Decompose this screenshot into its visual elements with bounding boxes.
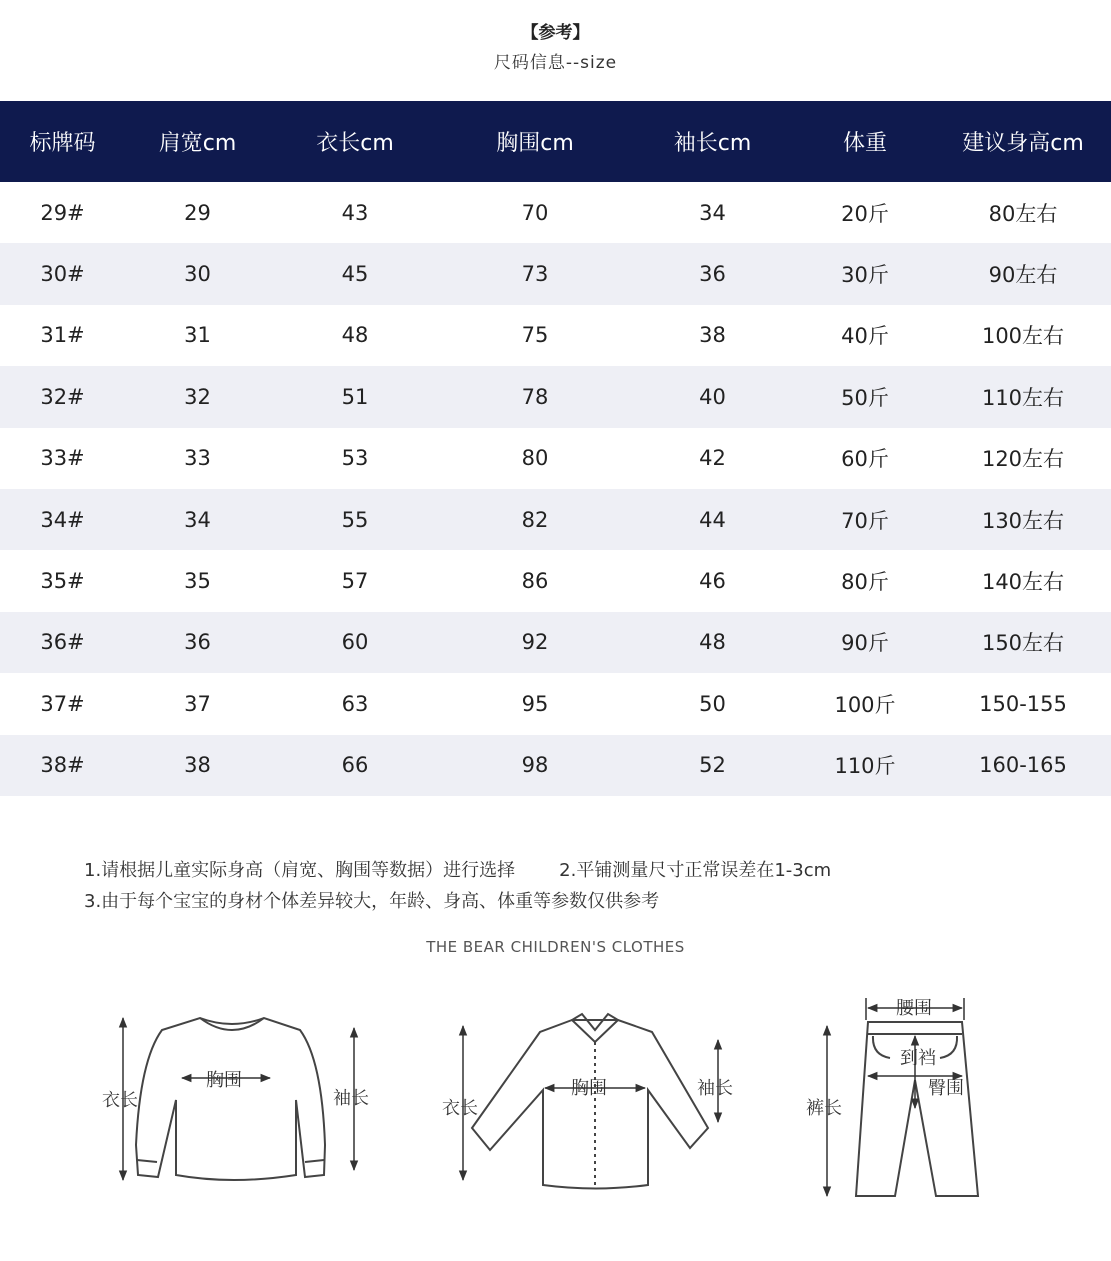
column-header-weight: 体重 — [795, 101, 935, 182]
table-cell: 78 — [440, 366, 630, 427]
table-cell: 73 — [440, 243, 630, 304]
sweater-chest-label: 胸围 — [206, 1070, 242, 1091]
shirt-outline — [472, 1020, 708, 1189]
shirt-sleeve-label: 袖长 — [697, 1078, 733, 1099]
shirt-length-label: 衣长 — [442, 1098, 478, 1119]
table-cell: 60斤 — [795, 428, 935, 489]
table-cell: 57 — [270, 550, 440, 611]
column-header-shoulder: 肩宽cm — [125, 101, 270, 182]
table-cell: 50斤 — [795, 366, 935, 427]
table-row — [0, 366, 1111, 427]
table-cell: 30# — [0, 243, 125, 304]
table-cell: 38# — [0, 735, 125, 796]
table-cell: 30 — [125, 243, 270, 304]
table-cell: 63 — [270, 673, 440, 734]
table-cell: 70 — [440, 182, 630, 243]
table-cell: 110左右 — [935, 366, 1111, 427]
table-cell: 160-165 — [935, 735, 1111, 796]
table-row — [0, 489, 1111, 550]
table-cell: 29 — [125, 182, 270, 243]
table-cell: 30斤 — [795, 243, 935, 304]
notes-line-2 — [84, 886, 831, 917]
column-header-height: 建议身高cm — [935, 101, 1111, 182]
table-cell: 36# — [0, 612, 125, 673]
table-cell: 35 — [125, 550, 270, 611]
table-cell: 35# — [0, 550, 125, 611]
table-cell: 120左右 — [935, 428, 1111, 489]
table-cell: 82 — [440, 489, 630, 550]
notes-line-1 — [84, 855, 831, 886]
shirt-chest-label: 胸围 — [571, 1078, 607, 1099]
pants-rise-label: 到裆 — [900, 1048, 936, 1069]
column-header-sleeve: 袖长cm — [630, 101, 795, 182]
table-cell: 80 — [440, 428, 630, 489]
table-row — [0, 550, 1111, 611]
sweater-length-label: 衣长 — [102, 1090, 138, 1111]
table-header-row — [0, 101, 1111, 182]
table-cell: 45 — [270, 243, 440, 304]
table-cell: 40斤 — [795, 305, 935, 366]
table-row — [0, 182, 1111, 243]
table-row — [0, 305, 1111, 366]
pants-hip-label: 臀围 — [928, 1078, 964, 1099]
table-cell: 37 — [125, 673, 270, 734]
measurement-diagrams — [0, 980, 1111, 1220]
table-cell: 48 — [630, 612, 795, 673]
table-cell: 92 — [440, 612, 630, 673]
table-cell: 36 — [125, 612, 270, 673]
table-row — [0, 612, 1111, 673]
table-cell: 70斤 — [795, 489, 935, 550]
table-cell: 52 — [630, 735, 795, 796]
sweater-sleeve-label: 袖长 — [333, 1088, 369, 1109]
sweater-diagram — [123, 1018, 354, 1180]
table-cell: 60 — [270, 612, 440, 673]
table-cell: 110斤 — [795, 735, 935, 796]
table-cell: 90斤 — [795, 612, 935, 673]
table-cell: 37# — [0, 673, 125, 734]
size-info-subtitle: 尺码信息--size — [493, 53, 618, 73]
table-row — [0, 735, 1111, 796]
table-cell: 43 — [270, 182, 440, 243]
table-cell: 86 — [440, 550, 630, 611]
table-cell: 44 — [630, 489, 795, 550]
table-cell: 48 — [270, 305, 440, 366]
table-cell: 53 — [270, 428, 440, 489]
size-table — [0, 101, 1111, 796]
table-cell: 90左右 — [935, 243, 1111, 304]
table-cell: 100左右 — [935, 305, 1111, 366]
table-cell: 20斤 — [795, 182, 935, 243]
table-cell: 66 — [270, 735, 440, 796]
table-cell: 34# — [0, 489, 125, 550]
table-cell: 32 — [125, 366, 270, 427]
table-cell: 55 — [270, 489, 440, 550]
table-cell: 31# — [0, 305, 125, 366]
sweater-outline — [136, 1018, 325, 1180]
sweater-cuff-right — [305, 1160, 324, 1162]
table-cell: 32# — [0, 366, 125, 427]
table-cell: 95 — [440, 673, 630, 734]
table-cell: 38 — [630, 305, 795, 366]
table-cell: 40 — [630, 366, 795, 427]
table-cell: 80左右 — [935, 182, 1111, 243]
table-cell: 36 — [630, 243, 795, 304]
table-cell: 51 — [270, 366, 440, 427]
pants-length-label: 裤长 — [806, 1098, 842, 1119]
table-cell: 150左右 — [935, 612, 1111, 673]
page-header — [0, 0, 1111, 100]
table-cell: 33 — [125, 428, 270, 489]
table-cell: 31 — [125, 305, 270, 366]
pants-waist-label: 腰围 — [896, 998, 932, 1019]
table-cell: 100斤 — [795, 673, 935, 734]
table-cell: 98 — [440, 735, 630, 796]
notes-section — [84, 855, 831, 917]
table-cell: 33# — [0, 428, 125, 489]
column-header-chest: 胸围cm — [440, 101, 630, 182]
table-cell: 130左右 — [935, 489, 1111, 550]
note-3: 3.由于每个宝宝的身材个体差异较大，年龄、身高、体重等参数仅供参考 — [84, 891, 660, 912]
table-cell: 80斤 — [795, 550, 935, 611]
reference-title: 【参考】 — [521, 23, 590, 43]
shirt-diagram — [463, 1014, 718, 1189]
table-cell: 34 — [125, 489, 270, 550]
brand-tagline: THE BEAR CHILDREN'S CLOTHES — [426, 938, 685, 956]
table-cell: 38 — [125, 735, 270, 796]
sweater-cuff-left — [137, 1160, 157, 1162]
table-cell: 75 — [440, 305, 630, 366]
table-cell: 150-155 — [935, 673, 1111, 734]
table-cell: 140左右 — [935, 550, 1111, 611]
column-header-length: 衣长cm — [270, 101, 440, 182]
note-2: 2.平铺测量尺寸正常误差在1-3cm — [559, 860, 832, 881]
table-cell: 29# — [0, 182, 125, 243]
table-row — [0, 243, 1111, 304]
table-cell: 50 — [630, 673, 795, 734]
table-row — [0, 673, 1111, 734]
shirt-collar — [572, 1014, 618, 1042]
table-cell: 42 — [630, 428, 795, 489]
table-row — [0, 428, 1111, 489]
table-cell: 34 — [630, 182, 795, 243]
table-cell: 46 — [630, 550, 795, 611]
note-1: 1.请根据儿童实际身高（肩宽、胸围等数据）进行选择 — [84, 860, 516, 881]
column-header-tag-size: 标牌码 — [0, 101, 125, 182]
